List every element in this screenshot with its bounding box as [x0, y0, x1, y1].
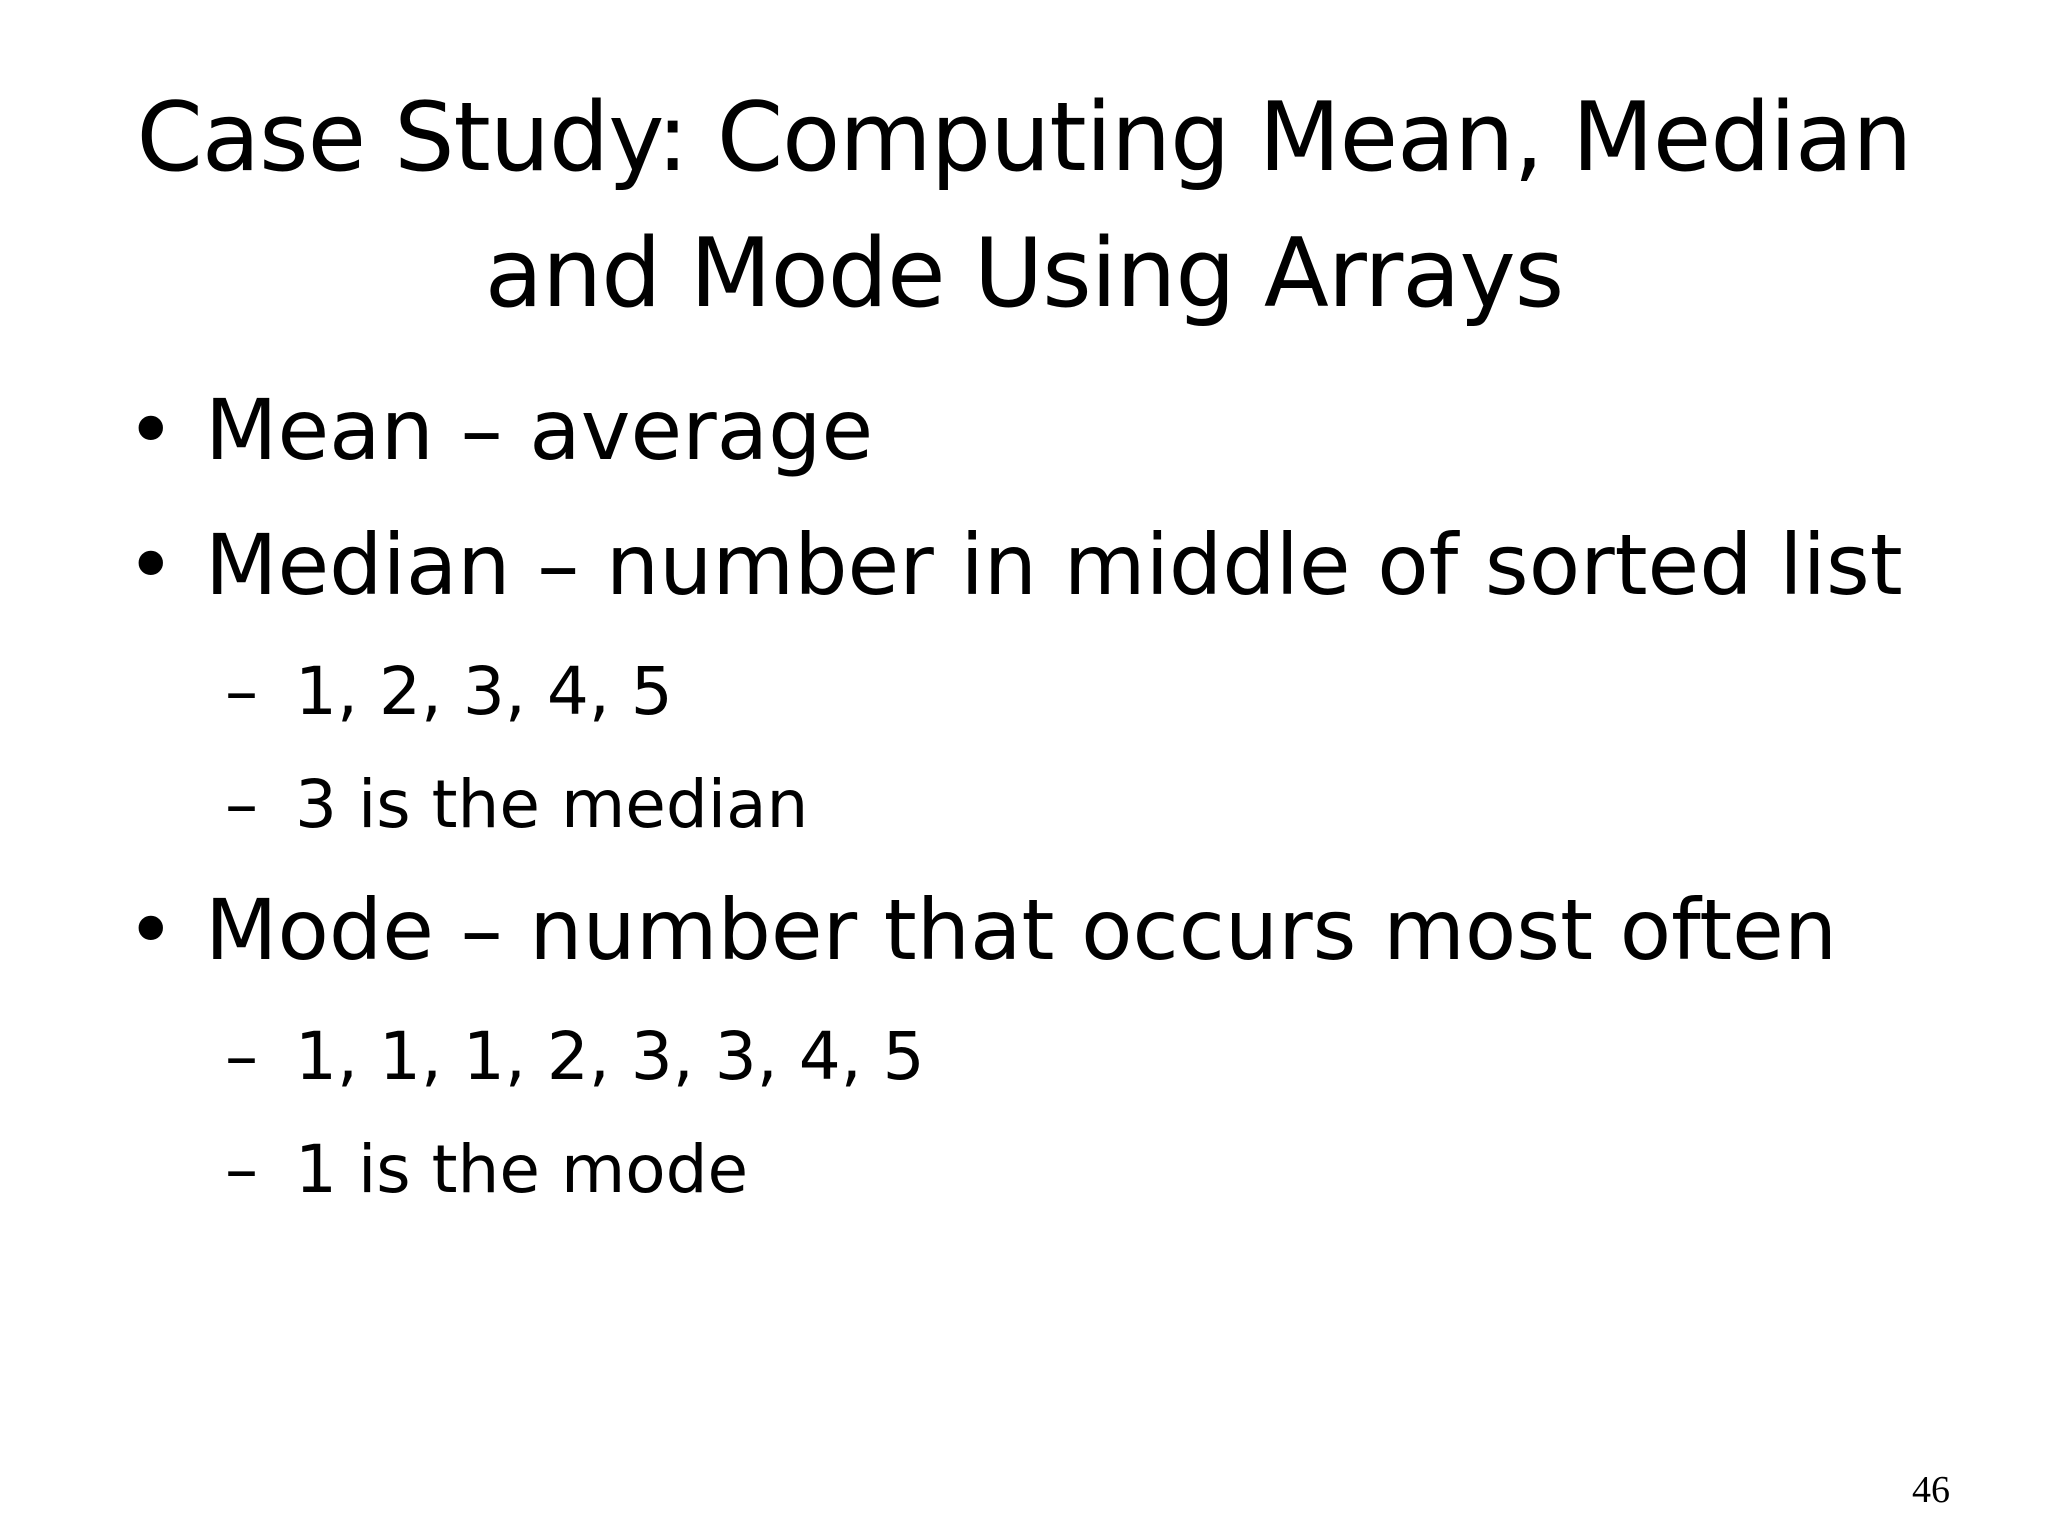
sub-bullet-marker: – [225, 1131, 258, 1208]
slide-title-line-1: Case Study: Computing Mean, Median [136, 83, 1912, 193]
sub-bullet-text: 1 is the mode [295, 1131, 749, 1208]
page-number: 46 [1912, 1469, 1950, 1511]
bullet-text: Mode – number that occurs most often [205, 881, 1838, 979]
slide-title-line-2: and Mode Using Arrays [484, 219, 1564, 329]
sub-bullet-marker: – [225, 653, 258, 730]
bullet-marker: • [126, 881, 176, 979]
sub-bullet-text: 1, 1, 1, 2, 3, 3, 4, 5 [295, 1018, 925, 1095]
sub-bullet-marker: – [225, 766, 258, 843]
sub-bullet-text: 1, 2, 3, 4, 5 [295, 653, 673, 730]
bullet-text: Median – number in middle of sorted list [205, 516, 1903, 614]
sub-bullet-marker: – [225, 1018, 258, 1095]
bullet-text: Mean – average [205, 381, 874, 479]
sub-bullet-text: 3 is the median [295, 766, 809, 843]
bullet-marker: • [126, 381, 176, 479]
bullet-marker: • [126, 516, 176, 614]
